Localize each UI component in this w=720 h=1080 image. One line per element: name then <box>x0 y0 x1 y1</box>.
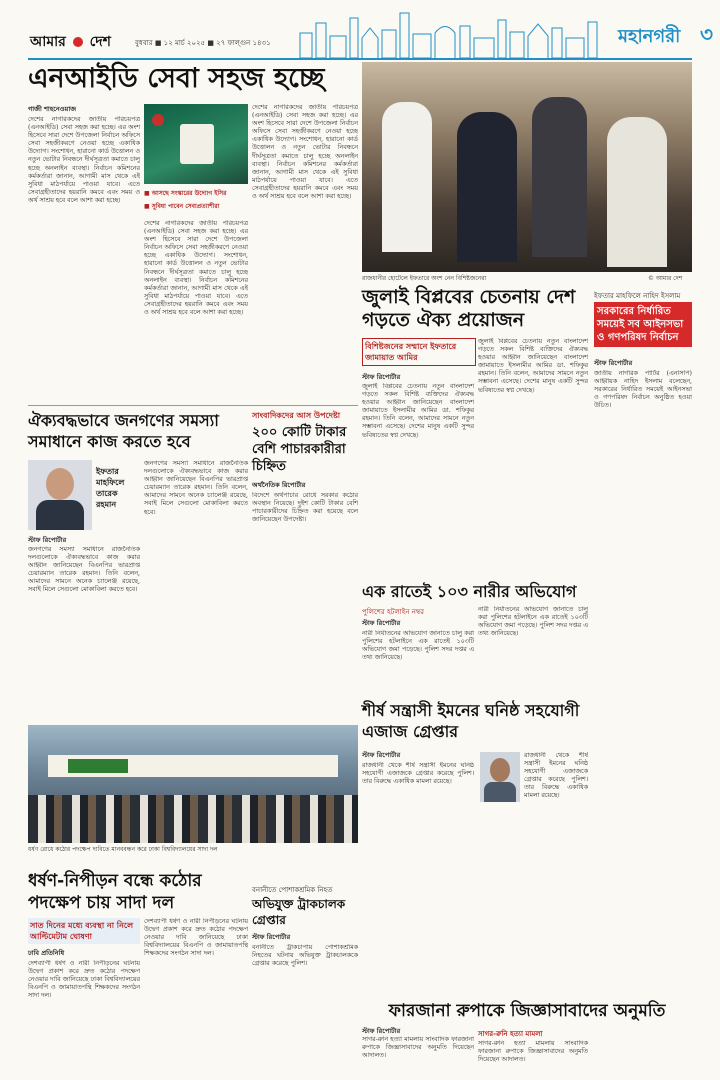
story4-headline: ২০০ কোটি টাকার বেশি পাচারকারীরা চিহ্নিত <box>252 425 347 474</box>
story6-headline: শীর্ষ সন্ত্রাসী ইমনের ঘনিষ্ঠ সহযোগী এজাজ গ্রেপ্তার <box>362 701 580 741</box>
story6-byline: স্টাফ রিপোর্টার <box>362 751 401 759</box>
paper-logo <box>30 30 111 54</box>
story3-headline: ঐক্যবদ্ধভাবে জনগণের সমস্যা সমাধানে কাজ করতে হবে <box>28 411 219 451</box>
story9-byline: স্টাফ রিপোর্টার <box>362 1027 401 1035</box>
lead-photo <box>144 104 248 184</box>
story3-portrait <box>28 460 92 530</box>
story8-kicker: বনানীতে পোশাকশ্রমিক নিহত <box>252 886 333 894</box>
lead-photo-caption-2: ■ সুবিধা পাবেন সেবাপ্রত্যাশীরা <box>144 203 220 210</box>
story7-kicker: সাত দিনের মধ্যে ব্যবস্থা না নিলে আল্টিমেটাম ঘোষণা <box>28 918 140 944</box>
story7-photo-caption: ধর্ষণ রোধে কঠোর পদক্ষেপ দাবিতে মানববন্ধন করে ঢাকা বিশ্ববিদ্যালয়ের সাদা দল <box>28 846 218 853</box>
main-photo-caption: রাজধানীর হোটেলে ইফতারে অংশ নেন বিশিষ্টজনেরা <box>362 275 487 282</box>
story10-headline: সরকারের নির্ধারিত সময়েই সব আইনসভা ও গণপরিষদ নির্বাচন <box>594 302 692 347</box>
story10-body: জাতীয় নাগরিক পার্টির (এনসিপি) আহ্বায়ক নাহিদ ইসলাম বলেছেন, সরকারের নির্ধারিত সময়েই আইনসভা ও গণপরিষদ নির্বাচন অনুষ্ঠিত হওয়া উচিত। <box>594 370 692 410</box>
story5-byline: স্টাফ রিপোর্টার <box>362 619 401 627</box>
story6-body-col2: রাজধানী থেকে শীর্ষ সন্ত্রাসী ইমনের ঘনিষ্ঠ সহযোগী এজাজকে গ্রেপ্তার করেছে পুলিশ। তার বিরুদ্ধে একাধিক মামলা রয়েছে। <box>524 752 588 800</box>
lead-body-col1: দেশের নাগরিকদের জাতীয় পরিচয়পত্র (এনআইডি) সেবা সহজ করা হচ্ছে। এর অংশ হিসেবে সারা দেশে উপজেলা নির্বাচন অফিসে সেবা সহজীকরণে নেওয়া হচ্ছে একাধিক উদ্যোগ। সংশোধন, হারানো কার্ড উত্তোলন ও নতুন ভোটার নিবন্ধনে দীর্ঘসূত্রতা কমাতে চালু হচ্ছে অনলাইন ব্যবস্থা। নির্বাচন কমিশনের কর্মকর্তারা জানান, আগামী মাস থেকে এই সুবিধা মাঠপর্যায়ে পাওয়া যাবে। এতে সেবাগ্রহীতাদের হয়রানি কমবে এবং সময় ও অর্থ সাশ্রয় হবে বলে আশা করা হচ্ছে। <box>28 116 140 204</box>
story9-body-col2: সাগর-রুনি হত্যা মামলায় সাংবাদিক ফারজানা রুপাকে জিজ্ঞাসাবাদের অনুমতি দিয়েছেন আদালত। <box>478 1040 588 1064</box>
story2-kicker: বিশিষ্টজনের সম্মানে ইফতারে জামায়াত আমির <box>362 338 476 366</box>
story5-body-col1: নারী নির্যাতনের অভিযোগ জানাতে চালু করা পুলিশের হটলাইনে এক রাতেই ১০৩টি অভিযোগ জমা পড়েছে। পুলিশ সদর দপ্তর এ তথ্য জানিয়েছে। <box>362 630 474 662</box>
masthead <box>0 0 720 60</box>
nid-card-icon <box>180 124 214 164</box>
story6-mugshot <box>480 752 520 802</box>
section-title: মহানগরী <box>618 26 681 47</box>
story4-byline: অর্থনৈতিক রিপোর্টার <box>252 481 306 489</box>
story7-photo <box>28 725 358 843</box>
story7-byline: ঢাবি প্রতিনিধি <box>28 949 65 957</box>
story10-kicker: ইফতার মাহফিলে নাহিদ ইসলাম <box>594 292 681 300</box>
story3-byline: স্টাফ রিপোর্টার <box>28 536 67 544</box>
main-photo-credit: © আমার দেশ <box>648 275 683 282</box>
story6-body-col1: রাজধানী থেকে শীর্ষ সন্ত্রাসী ইমনের ঘনিষ্ঠ সহযোগী এজাজকে গ্রেপ্তার করেছে পুলিশ। তার বিরুদ্ধে একাধিক মামলা রয়েছে। <box>362 762 474 786</box>
story2-body-col1: জুলাই বিপ্লবের চেতনায় নতুন বাংলাদেশ গড়তে সকল বিশিষ্ট ব্যক্তিদের ঐক্যবদ্ধ হওয়ার আহ্বান জানিয়েছেন বাংলাদেশ জামায়াতে ইসলামীর আমির ডা. শফিকুর রহমান। তিনি বলেন, আমাদের সামনে নতুন সম্ভাবনা এসেছে। দেশের মানুষ একটি সুন্দর ভবিষ্যতের স্বপ্ন দেখছে। <box>362 383 474 439</box>
main-photo <box>362 62 692 272</box>
story3-body-col1: জনগণের সমস্যা সমাধানে রাজনৈতিক দলগুলোকে ঐক্যবদ্ধভাবে কাজ করার আহ্বান জানিয়েছেন বিএনপির ভারপ্রাপ্ত চেয়ারম্যান তারেক রহমান। তিনি বলেন, আমাদের সামনে অনেক চ্যালেঞ্জ রয়েছে, সবাই মিলে সেগুলো মোকাবিলা করতে হবে। <box>28 546 140 594</box>
paper-name-left: আমার <box>30 34 66 50</box>
story7-body-col2: দেশব্যাপী ধর্ষণ ও নারী নিপীড়নের ঘটনায় উদ্বেগ প্রকাশ করে দ্রুত কঠোর পদক্ষেপ নেওয়ার দাবি জানিয়েছে ঢাকা বিশ্ববিদ্যালয়ের বিএনপি ও জামায়াতপন্থি শিক্ষকদের সংগঠন সাদা দল। <box>144 918 248 958</box>
story3-body-col2: জনগণের সমস্যা সমাধানে রাজনৈতিক দলগুলোকে ঐক্যবদ্ধভাবে কাজ করার আহ্বান জানিয়েছেন বিএনপির ভারপ্রাপ্ত চেয়ারম্যান তারেক রহমান। তিনি বলেন, আমাদের সামনে অনেক চ্যালেঞ্জ রয়েছে, সবাই মিলে সেগুলো মোকাবিলা করতে হবে। <box>144 460 248 516</box>
masthead-rule <box>28 58 692 60</box>
lead-headline: এনআইডি সেবা সহজ হচ্ছে <box>28 63 325 94</box>
paper-name-right: দেশ <box>89 34 111 50</box>
story9-headline: ফারজানা রুপাকে জিজ্ঞাসাবাদের অনুমতি <box>388 1001 666 1021</box>
story8-body: বনানীতে ট্রাকচাপায় পোশাকশ্রমিক নিহতের ঘটনায় অভিযুক্ত ট্রাকচালককে গ্রেপ্তার করেছে পুলিশ। <box>252 944 358 968</box>
issue-date: বুধবার ■ ১২ মার্চ ২০২৫ ■ ২৭ ফাল্গুন ১৪৩১ <box>135 39 271 47</box>
lead-photo-caption-1: ■ আসছে সংস্কারের উদ্যোগ ইসির <box>144 190 227 197</box>
story8-headline: অভিযুক্ত ট্রাকচালক গ্রেপ্তার <box>252 897 346 927</box>
story10-byline: স্টাফ রিপোর্টার <box>594 359 633 367</box>
story8-byline: স্টাফ রিপোর্টার <box>252 933 291 941</box>
story5-body-col2: নারী নির্যাতনের অভিযোগ জানাতে চালু করা পুলিশের হটলাইনে এক রাতেই ১০৩টি অভিযোগ জমা পড়েছে। পুলিশ সদর দপ্তর এ তথ্য জানিয়েছে। <box>478 606 588 638</box>
lead-byline: গাজী শাহনেওয়াজ <box>28 105 77 113</box>
story4-body: বিদেশে অর্থপাচার রোধে সরকার কঠোর অবস্থান নিয়েছে। দুইশ কোটি টাকার বেশি পাচারকারীদের চিহ্নিত করা হয়েছে বলে জানিয়েছেন উপদেষ্টা। <box>252 492 358 524</box>
page-number: ৩ <box>700 22 714 46</box>
city-skyline-banner <box>290 8 615 58</box>
story3-quote-label: ইফতার মাহফিলে তারেক রহমান <box>96 467 125 509</box>
story7-body-col1: দেশব্যাপী ধর্ষণ ও নারী নিপীড়নের ঘটনায় উদ্বেগ প্রকাশ করে দ্রুত কঠোর পদক্ষেপ নেওয়ার দাবি জানিয়েছে ঢাকা বিশ্ববিদ্যালয়ের বিএনপি ও জামায়াতপন্থি শিক্ষকদের সংগঠন সাদা দল। <box>28 960 140 1000</box>
story7-headline: ধর্ষণ-নিপীড়ন বন্ধে কঠোর পদক্ষেপ চায় সাদা দল <box>28 871 202 913</box>
story5-kicker: পুলিশের হটলাইন নম্বর <box>362 608 424 616</box>
story2-body-col2: জুলাই বিপ্লবের চেতনায় নতুন বাংলাদেশ গড়তে সকল বিশিষ্ট ব্যক্তিদের ঐক্যবদ্ধ হওয়ার আহ্বান জানিয়েছেন বাংলাদেশ জামায়াতে ইসলামীর আমির ডা. শফিকুর রহমান। তিনি বলেন, আমাদের সামনে নতুন সম্ভাবনা এসেছে। দেশের মানুষ একটি সুন্দর ভবিষ্যতের স্বপ্ন দেখছে। <box>478 338 588 394</box>
story4-kicker: সাংবাদিকদের আস উপদেষ্টা <box>252 411 341 420</box>
story2-byline: স্টাফ রিপোর্টার <box>362 373 401 381</box>
story2-headline: জুলাই বিপ্লবের চেতনায় দেশ গড়তে ঐক্য প্রয়োজন <box>362 286 576 331</box>
story9-kicker: সাগর-রুনি হত্যা মামলা <box>478 1030 543 1038</box>
logo-mark-icon <box>73 37 83 47</box>
lead-body-col3: দেশের নাগরিকদের জাতীয় পরিচয়পত্র (এনআইডি) সেবা সহজ করা হচ্ছে। এর অংশ হিসেবে সারা দেশে উপজেলা নির্বাচন অফিসে সেবা সহজীকরণে নেওয়া হচ্ছে একাধিক উদ্যোগ। সংশোধন, হারানো কার্ড উত্তোলন ও নতুন ভোটার নিবন্ধনে দীর্ঘসূত্রতা কমাতে চালু হচ্ছে অনলাইন ব্যবস্থা। নির্বাচন কমিশনের কর্মকর্তারা জানান, আগামী মাস থেকে এই সুবিধা মাঠপর্যায়ে পাওয়া যাবে। এতে সেবাগ্রহীতাদের হয়রানি কমবে এবং সময় ও অর্থ সাশ্রয় হবে বলে আশা করা হচ্ছে। <box>252 104 358 201</box>
story9-body-col1: সাগর-রুনি হত্যা মামলায় সাংবাদিক ফারজানা রুপাকে জিজ্ঞাসাবাদের অনুমতি দিয়েছেন আদালত। <box>362 1036 474 1060</box>
lead-body-col2: দেশের নাগরিকদের জাতীয় পরিচয়পত্র (এনআইডি) সেবা সহজ করা হচ্ছে। এর অংশ হিসেবে সারা দেশে উপজেলা নির্বাচন অফিসে সেবা সহজীকরণে নেওয়া হচ্ছে একাধিক উদ্যোগ। সংশোধন, হারানো কার্ড উত্তোলন ও নতুন ভোটার নিবন্ধনে দীর্ঘসূত্রতা কমাতে চালু হচ্ছে অনলাইন ব্যবস্থা। নির্বাচন কমিশনের কর্মকর্তারা জানান, আগামী মাস থেকে এই সুবিধা মাঠপর্যায়ে পাওয়া যাবে। এতে সেবাগ্রহীতাদের হয়রানি কমবে এবং সময় ও অর্থ সাশ্রয় হবে বলে আশা করা হচ্ছে। <box>144 220 248 317</box>
story5-headline: এক রাতেই ১০৩ নারীর অভিযোগ <box>362 582 577 601</box>
